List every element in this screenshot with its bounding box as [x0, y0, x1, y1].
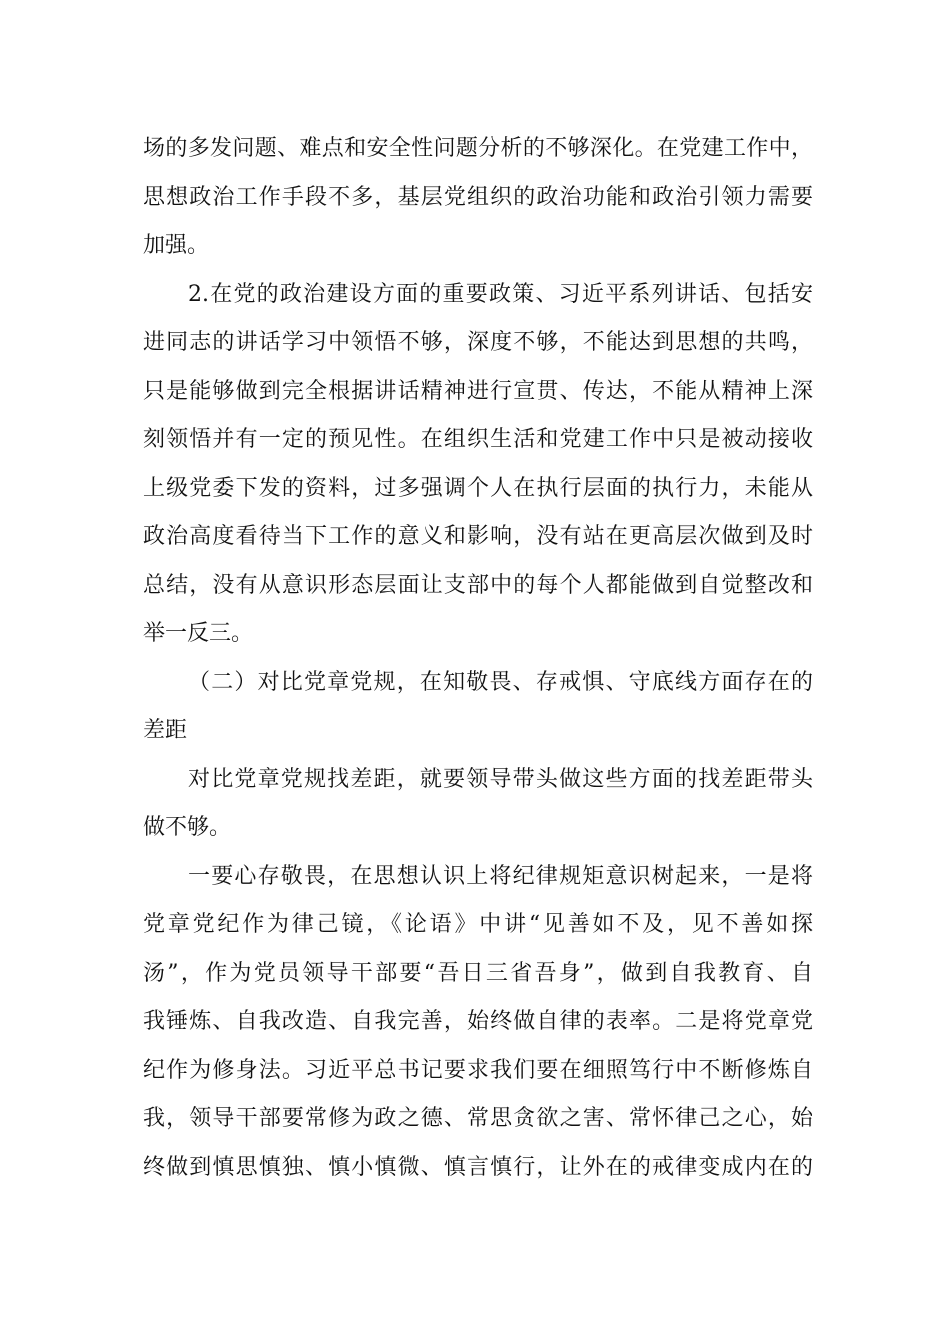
text-line-15: 做不够。: [143, 815, 232, 840]
text-line-10: 总结，没有从意识形态层面让支部中的每个人都能做到自觉整改和: [143, 572, 813, 598]
text-line-1: 场的多发问题、难点和安全性问题分析的不够深化。在党建工作中，: [143, 136, 813, 161]
text-line-8: 上级党委下发的资料，过多强调个人在执行层面的执行力，未能从: [143, 475, 813, 501]
text-line-11: 举一反三。: [143, 621, 254, 646]
text-line-17: 党章党纪作为律己镜，《论语》中讲“见善如不及，见不善如探: [143, 912, 813, 937]
text-line-6: 只是能够做到完全根据讲话精神进行宣贯、传达，不能从精神上深: [143, 378, 813, 404]
text-line-18: 汤”，作为党员领导干部要“吾日三省吾身”，做到自我教育、自: [143, 960, 813, 986]
text-line-7: 刻领悟并有一定的预见性。在组织生活和党建工作中只是被动接收: [143, 427, 813, 452]
section-heading-line-2: 差距: [143, 718, 188, 743]
text-line-4: 2.在党的政治建设方面的重要政策、习近平系列讲话、包括安: [188, 281, 813, 307]
text-line-2: 思想政治工作手段不多，基层党组织的政治功能和政治引领力需要: [143, 184, 813, 210]
text-line-16: 一要心存敬畏，在思想认识上将纪律规矩意识树起来，一是将: [188, 863, 813, 889]
document-body: [143, 125, 813, 1192]
text-line-14: 对比党章党规找差距，就要领导带头做这些方面的找差距带头: [188, 766, 813, 792]
text-line-22: 终做到慎思慎独、慎小慎微、慎言慎行，让外在的戒律变成内在的: [143, 1154, 813, 1180]
section-heading-line-1: （二）对比党章党规，在知敬畏、存戒惧、守底线方面存在的: [188, 669, 813, 695]
text-line-5: 进同志的讲话学习中领悟不够，深度不够，不能达到思想的共鸣，: [143, 330, 813, 355]
text-line-19: 我锤炼、自我改造、自我完善，始终做自律的表率。二是将党章党: [143, 1009, 813, 1034]
text-line-9: 政治高度看待当下工作的意义和影响，没有站在更高层次做到及时: [143, 524, 813, 549]
text-line-20: 纪作为修身法。习近平总书记要求我们要在细照笃行中不断修炼自: [143, 1057, 813, 1083]
text-line-3: 加强。: [143, 233, 210, 258]
text-line-21: 我，领导干部要常修为政之德、常思贪欲之害、常怀律己之心，始: [143, 1106, 813, 1131]
